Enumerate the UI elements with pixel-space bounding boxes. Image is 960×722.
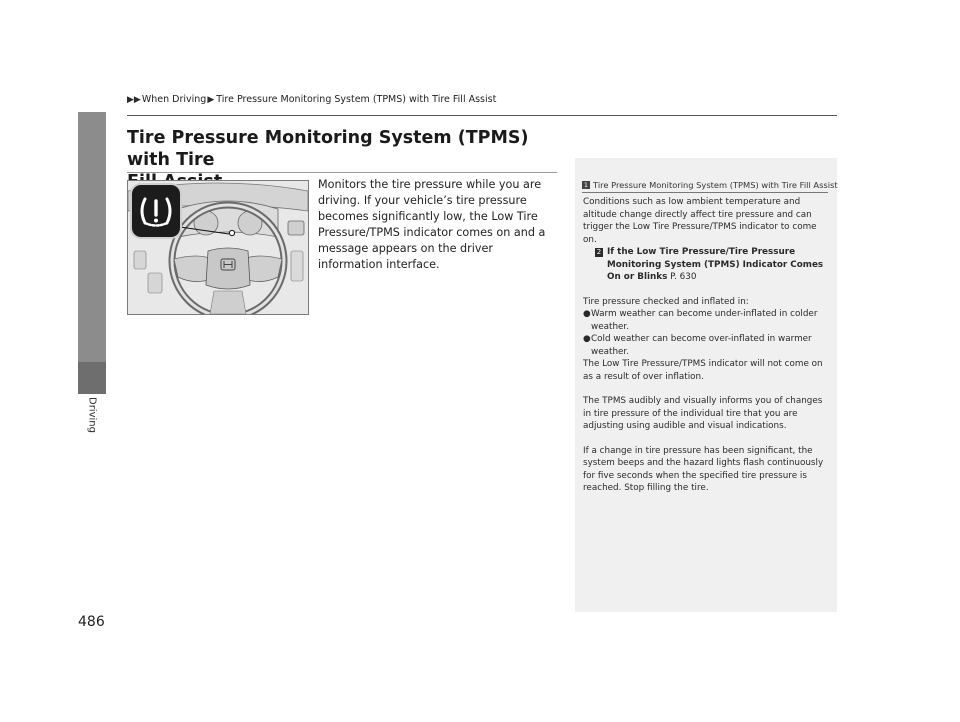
bullet-icon: ●	[583, 334, 591, 344]
note-paragraph: If a change in tire pressure has been significant, the system beeps and the hazard lights flash continuously for five seconds when the specified tire pressure is reached. Stop filling the tire.	[583, 445, 824, 493]
breadcrumb-item-when-driving[interactable]: When Driving	[141, 94, 207, 105]
list-item	[583, 333, 829, 358]
list-item-text: Warm weather can become under-inflated in colder weather.	[591, 309, 818, 332]
list-item	[583, 308, 829, 333]
side-tab-marker	[78, 362, 106, 394]
tpms-indicator-icon	[132, 185, 180, 237]
note-paragraph: Conditions such as low ambient temperature and altitude change directly affect tire pressure and can trigger the Low Tire Pressure/TPMS indicator to come on.	[583, 197, 817, 245]
dashboard-illustration	[127, 180, 309, 315]
note-paragraph: The TPMS audibly and visually informs you of changes in tire pressure of the individual tire that you are adjusting using audible and visual indications.	[583, 396, 823, 431]
note-paragraph: The Low Tire Pressure/TPMS indicator will not come on as a result of over inflation.	[583, 359, 823, 382]
note-header	[582, 180, 838, 190]
list-item-text: Cold weather can become over-inflated in warmer weather.	[591, 334, 812, 357]
page-number: 486	[78, 614, 105, 630]
breadcrumb-arrow-icon: ▶▶	[127, 94, 141, 105]
breadcrumb	[127, 94, 496, 105]
breadcrumb-arrow-icon: ▶	[207, 94, 215, 105]
side-tab-label: Driving	[86, 397, 98, 433]
note-paragraph: Tire pressure checked and inflated in:	[583, 296, 749, 307]
title-rule	[127, 172, 557, 173]
header-rule	[127, 115, 837, 116]
note-rule	[582, 192, 828, 193]
note-body	[583, 196, 829, 495]
cross-reference-text	[607, 246, 829, 284]
cross-reference-title: If the Low Tire Pressure/Tire Pressure Monitoring System (TPMS) Indicator Comes On or Blinks	[607, 247, 824, 282]
cross-reference-link[interactable]	[583, 246, 829, 284]
intro-paragraph: Monitors the tire pressure while you are driving. If your vehicle’s tire pressure becomes significantly low, the Low Tire Pressure/TPMS indicator comes on and a message appears on the driver information interface.	[318, 178, 546, 271]
note-icon: 1	[583, 181, 589, 189]
cross-reference-icon: 2	[596, 248, 602, 256]
page-title-line-1: Tire Pressure Monitoring System (TPMS) with Tire	[127, 128, 529, 170]
breadcrumb-item-tpms[interactable]: Tire Pressure Monitoring System (TPMS) with Tire Fill Assist	[216, 94, 497, 105]
cross-reference-page: P. 630	[667, 272, 697, 282]
note-header-text: Tire Pressure Monitoring System (TPMS) with Tire Fill Assist	[593, 180, 838, 190]
bullet-icon: ●	[583, 309, 591, 319]
side-tab-bar	[78, 112, 106, 362]
